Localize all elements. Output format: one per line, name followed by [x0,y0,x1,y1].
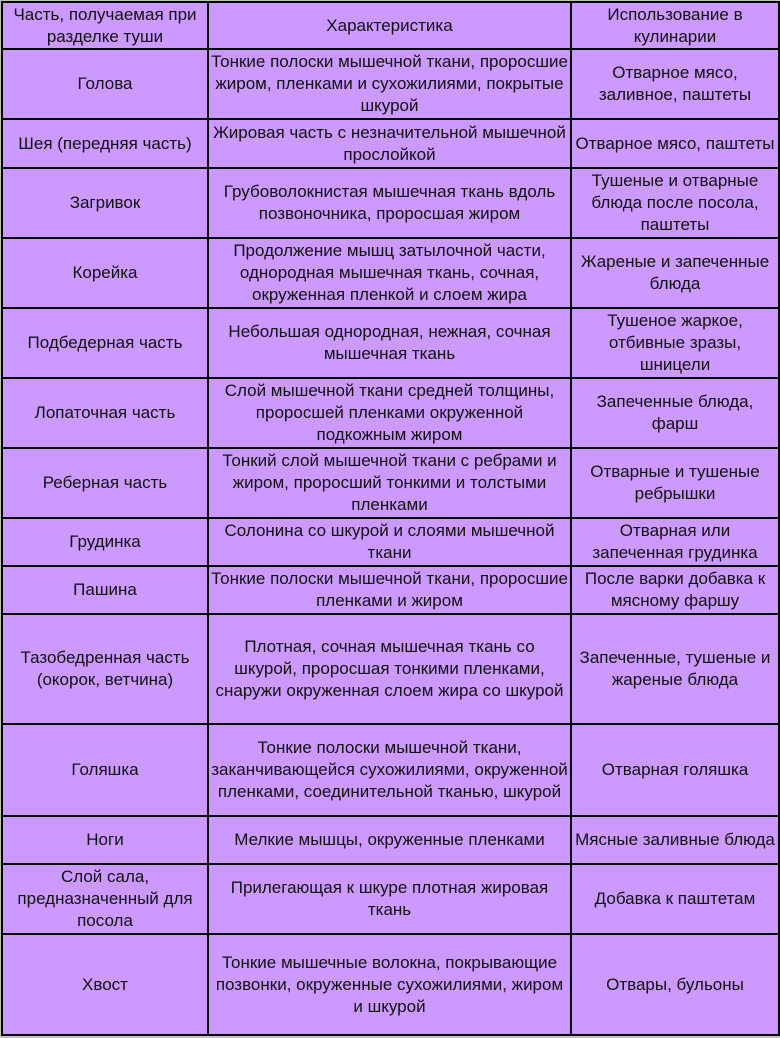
cell-usage: Отварные и тушеные ребрышки [571,448,779,518]
cell-part: Голова [2,49,208,119]
cell-part: Реберная часть [2,448,208,518]
cell-description: Тонкие полоски мышечной ткани, проросшие жиром, пленками и сухожилиями, покрытые шкурой [208,49,571,119]
table-row [2,119,779,168]
cell-description: Плотная, сочная мышечная ткань со шкурой, проросшая тонкими пленками, снаружи окруженная слоем жира со шкурой [208,614,571,724]
cell-usage: Запеченные блюда, фарш [571,378,779,448]
table-row [2,49,779,119]
table-row [2,566,779,614]
cell-part: Подбедерная часть [2,308,208,378]
cell-usage: Отварное мясо, заливное, паштеты [571,49,779,119]
cell-part: Пашина [2,566,208,614]
table-row [2,168,779,238]
cell-usage: Мясные заливные блюда [571,816,779,864]
cell-description: Тонкие мышечные волокна, покрывающие позвонки, окруженные сухожилиями, жиром и шкурой [208,934,571,1035]
table-row [2,864,779,934]
table-row [2,378,779,448]
cell-usage: Тушеное жаркое, отбивные зразы, шницели [571,308,779,378]
cell-description: Жировая часть с незначительной мышечной прослойкой [208,119,571,168]
cell-description: Тонкий слой мышечной ткани с ребрами и жиром, проросший тонкими и толстыми пленками [208,448,571,518]
cell-usage: Запеченные, тушеные и жареные блюда [571,614,779,724]
header-usage: Использование в кулинарии [571,2,779,49]
cell-description: Небольшая однородная, нежная, сочная мышечная ткань [208,308,571,378]
table-row [2,238,779,308]
cell-part: Хвост [2,934,208,1035]
cell-usage: Жареные и запеченные блюда [571,238,779,308]
header-part: Часть, получаемая при разделке туши [2,2,208,49]
cell-description: Грубоволокнистая мышечная ткань вдоль позвоночника, проросшая жиром [208,168,571,238]
cell-part: Шея (передняя часть) [2,119,208,168]
cell-part: Слой сала, предназначенный для посола [2,864,208,934]
table-row [2,934,779,1035]
table-row [2,724,779,816]
cell-part: Корейка [2,238,208,308]
table-row [2,308,779,378]
table-row [2,518,779,566]
table-row [2,614,779,724]
header-row [2,2,779,49]
cell-usage: Отварная или запеченная грудинка [571,518,779,566]
table-row [2,816,779,864]
cell-usage: После варки добавка к мясному фаршу [571,566,779,614]
table-row [2,448,779,518]
cell-part: Грудинка [2,518,208,566]
cell-description: Прилегающая к шкуре плотная жировая ткань [208,864,571,934]
cell-part: Тазобедренная часть (окорок, ветчина) [2,614,208,724]
cell-part: Голяшка [2,724,208,816]
cell-part: Загривок [2,168,208,238]
cell-part: Лопаточная часть [2,378,208,448]
cell-description: Солонина со шкурой и слоями мышечной ткани [208,518,571,566]
cell-usage: Отварная голяшка [571,724,779,816]
cell-usage: Добавка к паштетам [571,864,779,934]
cell-description: Продолжение мышц затылочной части, однородная мышечная ткань, сочная, окруженная пленкой и слоем жира [208,238,571,308]
cell-description: Слой мышечной ткани средней толщины, проросшей пленками окруженной подкожным жиром [208,378,571,448]
cell-description: Мелкие мышцы, окруженные пленками [208,816,571,864]
cell-description: Тонкие полоски мышечной ткани, проросшие пленками и жиром [208,566,571,614]
cell-usage: Отвары, бульоны [571,934,779,1035]
pork-cuts-table [1,1,780,1036]
cell-part: Ноги [2,816,208,864]
cell-usage: Тушеные и отварные блюда после посола, паштеты [571,168,779,238]
cell-usage: Отварное мясо, паштеты [571,119,779,168]
cell-description: Тонкие полоски мышечной ткани, заканчивающейся сухожилиями, окруженной пленками, соединительной тканью, шкурой [208,724,571,816]
header-description: Характеристика [208,2,571,49]
